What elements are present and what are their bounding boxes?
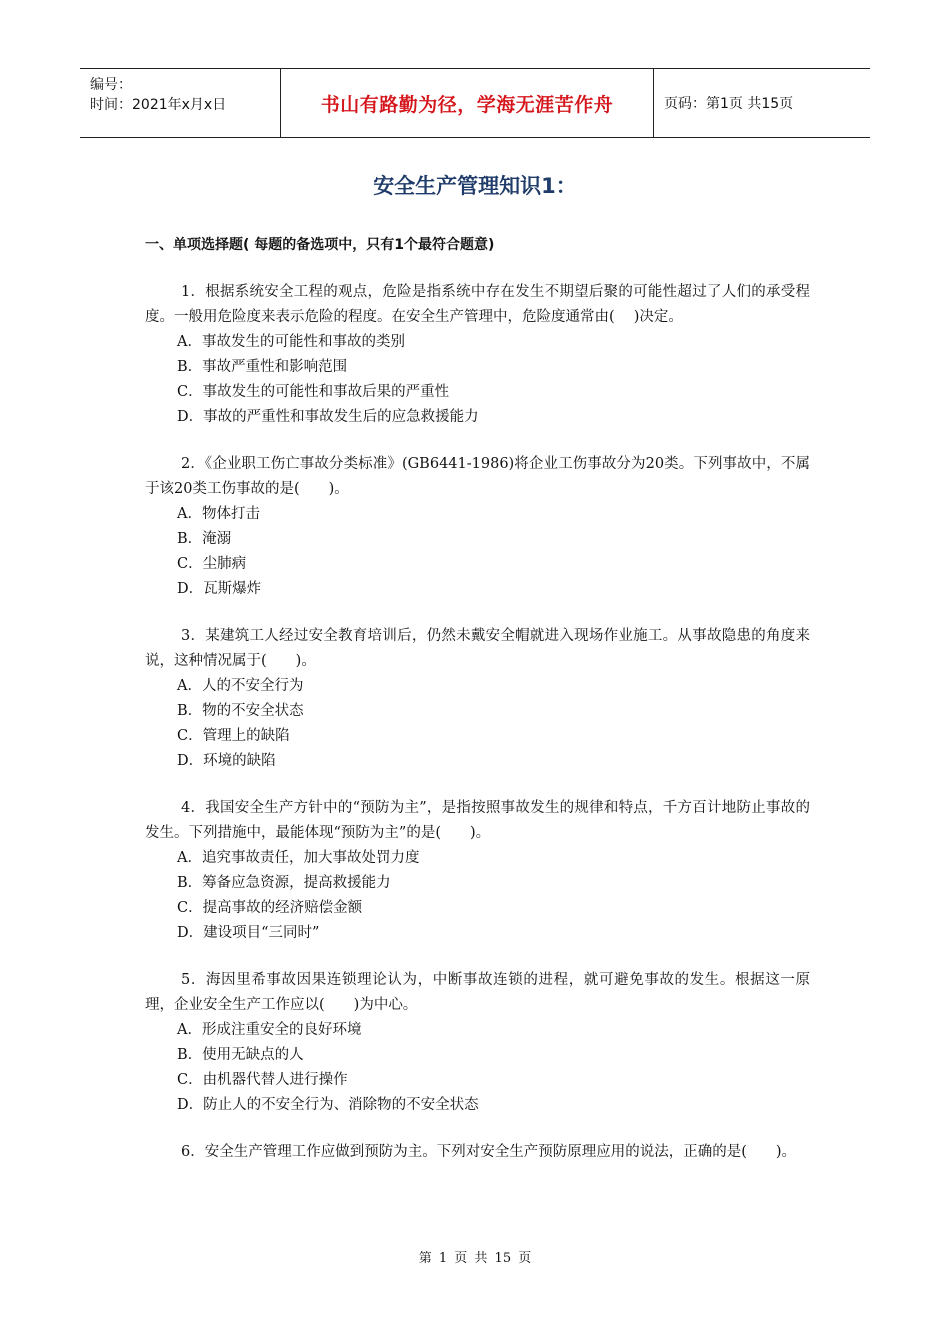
option-list bbox=[145, 846, 810, 946]
page-info-cell bbox=[654, 69, 870, 137]
answer-option: B．筹备应急资源，提高救援能力 bbox=[177, 875, 391, 891]
document-title: 安全生产管理知识1： bbox=[373, 174, 577, 198]
answer-option: D．瓦斯爆炸 bbox=[177, 581, 262, 597]
question-stem: 5．海因里希事故因果连锁理论认为，中断事故连锁的进程，就可避免事故的发生。根据这一原理，企业安全生产工作应以( )为中心。 bbox=[145, 972, 810, 1013]
page-footer: 第 1 页 共 15 页 bbox=[418, 1251, 532, 1266]
header-table bbox=[80, 68, 870, 138]
answer-option: D．建设项目“三同时” bbox=[177, 925, 320, 941]
answer-option: A．事故发生的可能性和事故的类别 bbox=[177, 334, 405, 350]
question-item bbox=[145, 280, 810, 430]
header-meta-cell bbox=[80, 69, 281, 137]
question-item bbox=[145, 968, 810, 1118]
option-list bbox=[145, 1018, 810, 1118]
answer-option: C．事故发生的可能性和事故后果的严重性 bbox=[177, 384, 450, 400]
question-item bbox=[145, 624, 810, 774]
answer-option: C．提高事故的经济赔偿金额 bbox=[177, 900, 363, 916]
number-label: 编号： bbox=[90, 77, 132, 93]
question-stem: 3．某建筑工人经过安全教育培训后，仍然未戴安全帽就进入现场作业施工。从事故隐患的角度来说，这种情况属于( )。 bbox=[145, 628, 810, 669]
answer-option: B．物的不安全状态 bbox=[177, 703, 304, 719]
answer-option: C．尘肺病 bbox=[177, 556, 247, 572]
question-item bbox=[145, 452, 810, 602]
question-stem: 6．安全生产管理工作应做到预防为主。下列对安全生产预防原理应用的说法，正确的是( )。 bbox=[181, 1144, 797, 1160]
motto-cell bbox=[281, 69, 654, 137]
option-list bbox=[145, 502, 810, 602]
answer-option: D．防止人的不安全行为、消除物的不安全状态 bbox=[177, 1097, 479, 1113]
question-stem: 2．《企业职工伤亡事故分类标准》(GB6441-1986)将企业工伤事故分为20类。下列事故中，不属于该20类工伤事故的是( )。 bbox=[145, 456, 810, 497]
option-list bbox=[145, 330, 810, 430]
answer-option: A．追究事故责任，加大事故处罚力度 bbox=[177, 850, 420, 866]
answer-option: D．环境的缺陷 bbox=[177, 753, 276, 769]
answer-option: C．由机器代替人进行操作 bbox=[177, 1072, 348, 1088]
question-stem: 4．我国安全生产方针中的“预防为主”，是指按照事故发生的规律和特点，千方百计地防止事故的发生。下列措施中，最能体现“预防为主”的是( )。 bbox=[145, 800, 810, 841]
time-label: 时间：2021年x月x日 bbox=[90, 97, 227, 113]
option-list bbox=[145, 674, 810, 774]
question-list bbox=[145, 280, 810, 1187]
question-item bbox=[145, 796, 810, 946]
question-item bbox=[145, 1140, 810, 1165]
answer-option: B．淹溺 bbox=[177, 531, 232, 547]
question-stem: 1．根据系统安全工程的观点，危险是指系统中存在发生不期望后聚的可能性超过了人们的承受程度。一般用危险度来表示危险的程度。在安全生产管理中，危险度通常由( )决定。 bbox=[145, 284, 810, 325]
answer-option: D．事故的严重性和事故发生后的应急救援能力 bbox=[177, 409, 479, 425]
answer-option: A．人的不安全行为 bbox=[177, 678, 304, 694]
answer-option: B．事故严重性和影响范围 bbox=[177, 359, 348, 375]
motto: 书山有路勤为径，学海无涯苦作舟 bbox=[320, 93, 614, 116]
section-heading: 一、单项选择题( 每题的备选项中，只有1个最符合题意) bbox=[145, 237, 495, 253]
page-label: 页码：第1页 共15页 bbox=[664, 96, 794, 112]
answer-option: A．形成注重安全的良好环境 bbox=[177, 1022, 362, 1038]
answer-option: C．管理上的缺陷 bbox=[177, 728, 290, 744]
answer-option: B．使用无缺点的人 bbox=[177, 1047, 304, 1063]
answer-option: A．物体打击 bbox=[177, 506, 260, 522]
